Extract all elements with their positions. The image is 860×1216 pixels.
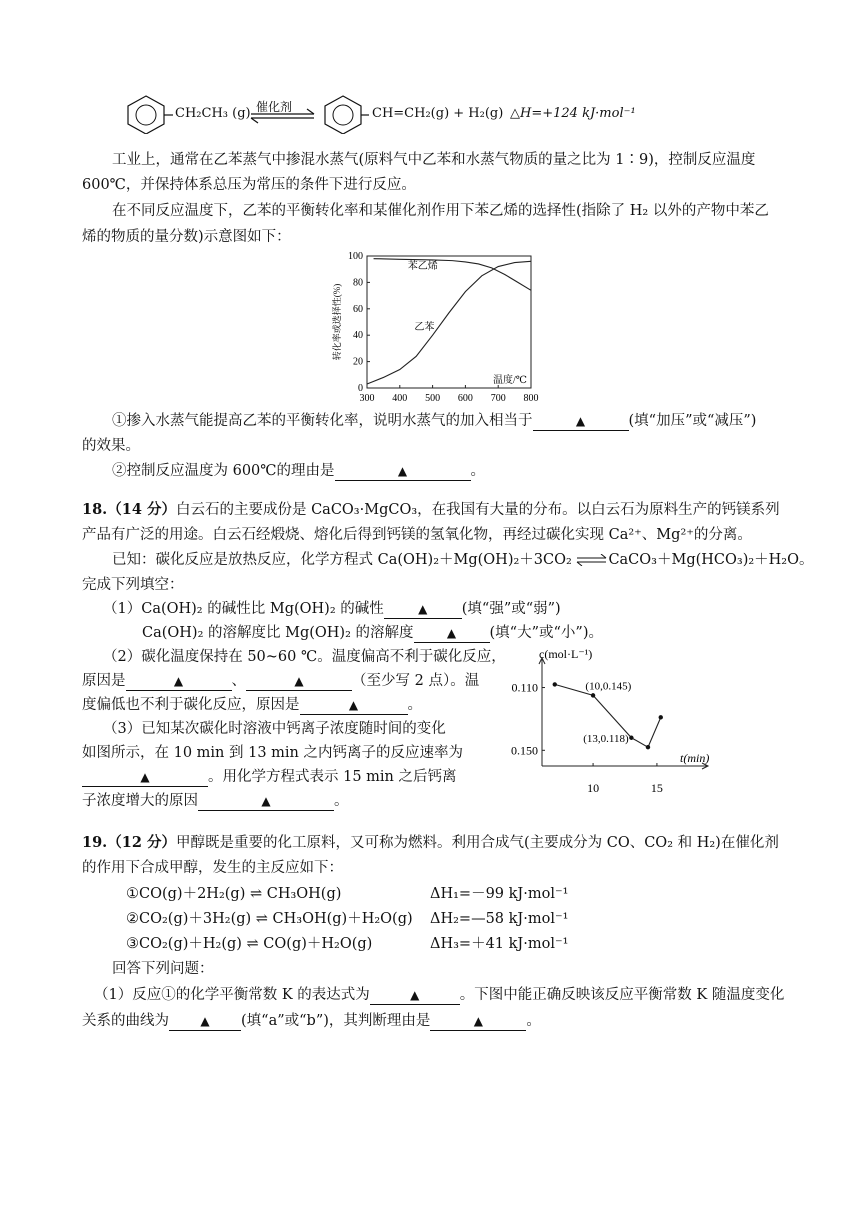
- series-label-styrene: 苯乙烯: [407, 261, 438, 273]
- answer-blank[interactable]: [430, 1012, 526, 1031]
- q18-known-left: 已知：碳化反应是放热反应，化学方程式 Ca(OH)₂＋Mg(OH)₂＋3CO₂: [112, 552, 572, 568]
- q18-known-right: CaCO₃＋Mg(HCO₃)₂＋H₂O。: [608, 552, 814, 568]
- blank-mark: ▲: [410, 988, 420, 1002]
- q18-p2-hint: （至少写 2 点）。温: [352, 673, 480, 689]
- x-axis-label: 温度/℃: [493, 375, 527, 386]
- blank-mark: ▲: [173, 674, 184, 688]
- q17-item2-text: ②控制反应温度为 600℃的理由是: [112, 463, 335, 479]
- blank-mark: ▲: [261, 794, 271, 808]
- answer-blank[interactable]: [169, 1012, 241, 1031]
- q19-p1-line2-hint: (填“a”或“b”)，其判断理由是: [241, 1013, 431, 1029]
- q18-known: [112, 547, 814, 573]
- q17-para1-line2: 600℃，并保持体系总压为常压的条件下进行反应。: [82, 177, 416, 193]
- x-tick-label: 10: [587, 781, 600, 795]
- q17-item1: [112, 408, 756, 434]
- q19-score: （12 分）: [107, 834, 176, 851]
- q19-intro-line2: 的作用下合成甲醇，发生的主反应如下：: [82, 860, 343, 876]
- conversion-selectivity-chart: [326, 250, 546, 410]
- calcium-concentration-chart: [498, 648, 718, 806]
- x-tick-label: 600: [457, 393, 473, 404]
- reaction-3-dh: ΔH₃=＋41 kJ·mol⁻¹: [430, 936, 569, 952]
- q18-p3-line3: [82, 764, 457, 790]
- q18-p2-text: 原因是: [82, 673, 126, 689]
- data-point: [629, 736, 633, 740]
- q17-item1-text: ①掺入水蒸气能提高乙苯的平衡转化率，说明水蒸气的加入相当于: [112, 413, 533, 429]
- q17-item2-end: 。: [470, 463, 486, 479]
- blank-mark: ▲: [397, 464, 408, 478]
- q18-p2-line2: [82, 668, 479, 694]
- right-species: CH=CH₂(g) + H₂(g): [372, 106, 504, 121]
- blank-mark: ▲: [575, 414, 586, 428]
- q18-p2-line3: [82, 692, 422, 718]
- series-line-styrene: [374, 259, 531, 291]
- x-tick-label: 400: [392, 393, 408, 404]
- data-point: [591, 693, 595, 697]
- q17-para2-line1: 在不同反应温度下，乙苯的平衡转化率和某催化剂作用下苯乙烯的选择性(指除了 H₂ 以外的产物中苯乙: [112, 203, 769, 219]
- answer-blank[interactable]: [246, 672, 352, 691]
- benzene-ring-right: [325, 96, 361, 134]
- y-tick-label: 0.110: [511, 680, 538, 695]
- q19-p1-line2: [82, 1008, 541, 1034]
- y-axis-label: c(mol·L⁻¹): [539, 648, 593, 661]
- y-tick-label: 0.150: [511, 743, 538, 758]
- q18-number: 18.: [82, 501, 108, 518]
- reaction-1-dh: ΔH₁=－99 kJ·mol⁻¹: [430, 886, 569, 902]
- q18-intro-text: 白云石的主要成份是 CaCO₃·MgCO₃，在我国有大量的分布。以白云石为原料生产的钙镁系列: [175, 502, 780, 518]
- answer-blank[interactable]: [300, 696, 408, 715]
- equilibrium-arrow-icon: [576, 554, 608, 566]
- data-label: (13,0.118): [583, 732, 629, 745]
- q18-p1a-text: （1）Ca(OH)₂ 的碱性比 Mg(OH)₂ 的碱性: [103, 601, 384, 617]
- answer-blank[interactable]: [414, 624, 490, 643]
- reaction-2-dh: ΔH₂=—58 kJ·mol⁻¹: [430, 911, 569, 927]
- data-point: [659, 715, 663, 719]
- q18-score: （14 分）: [107, 501, 176, 518]
- q18-p2-line1: （2）碳化温度保持在 50~60 ℃。温度偏高不利于碳化反应，: [103, 649, 506, 665]
- enthalpy-change: △H=+124 kJ·mol⁻¹: [510, 106, 636, 121]
- blank-mark: ▲: [348, 698, 359, 712]
- y-tick-label: 40: [353, 330, 363, 342]
- y-tick-label: 0: [358, 383, 363, 394]
- q18-complete: 完成下列填空：: [82, 577, 184, 593]
- benzene-ring-left: [128, 96, 164, 134]
- blank-mark: ▲: [473, 1014, 484, 1028]
- catalyst-label: 催化剂: [256, 100, 293, 114]
- y-tick-label: 100: [348, 251, 363, 262]
- y-tick-label: 60: [353, 303, 363, 315]
- q17-para1-line1: 工业上，通常在乙苯蒸气中掺混水蒸气(原料气中乙苯和水蒸气物质的量之比为 1∶9)，控制反应温度: [112, 152, 756, 168]
- answer-blank[interactable]: [335, 462, 471, 481]
- q18-p3-line2: 如图所示，在 10 min 到 13 min 之内钙离子的反应速率为: [82, 745, 464, 761]
- x-tick-label: 800: [523, 393, 539, 404]
- q18-p3-line4-end: 。: [334, 793, 349, 809]
- answer-blank[interactable]: [198, 792, 334, 811]
- q18-p3-line4-text: 子浓度增大的原因: [82, 793, 198, 809]
- q18-p1b: [142, 620, 603, 646]
- blank-mark: ▲: [418, 602, 428, 616]
- q19-number: 19.: [82, 834, 108, 851]
- q18-p3-line1: （3）已知某次碳化时溶液中钙离子浓度随时间的变化: [103, 721, 446, 737]
- q18-p3-line3-text: 。用化学方程式表示 15 min 之后钙离: [208, 769, 457, 785]
- q19-p1-text: （1）反应①的化学平衡常数 K 的表达式为: [94, 987, 370, 1003]
- q17-item2: [112, 458, 485, 484]
- q17-item1-hint: (填“加压”或“减压”): [628, 413, 757, 429]
- q19-p1-text2: 。下图中能正确反映该反应平衡常数 K 随温度变化: [459, 987, 785, 1003]
- series-label-ethylbenzene: 乙苯: [414, 321, 435, 333]
- q18-intro-line1: [82, 497, 780, 523]
- q18-p2-line3-text: 度偏低也不利于碳化反应，原因是: [82, 697, 300, 713]
- y-tick-label: 80: [353, 277, 363, 289]
- y-tick-label: 20: [353, 356, 363, 368]
- q18-p1b-hint: (填“大”或“小”)。: [489, 625, 603, 641]
- reaction-1: ①CO(g)＋2H₂(g) ⇌ CH₃OH(g): [126, 886, 342, 902]
- benzene-inner-left: [136, 105, 156, 125]
- q17-para2-line2: 烯的物质的量分数)示意图如下：: [82, 229, 291, 245]
- q19-answer: 回答下列问题：: [112, 961, 214, 977]
- data-label: (10,0.145): [585, 680, 632, 693]
- q18-p2-sep: 、: [231, 673, 246, 689]
- q18-p3-line4: [82, 788, 349, 814]
- data-point: [646, 745, 650, 749]
- reaction-2: ②CO₂(g)＋3H₂(g) ⇌ CH₃OH(g)＋H₂O(g): [126, 911, 413, 927]
- q18-p2-line3-end: 。: [407, 697, 422, 713]
- y-axis-label: 转化率或选择性(%): [332, 283, 342, 361]
- q18-p1b-text: Ca(OH)₂ 的溶解度比 Mg(OH)₂ 的溶解度: [142, 625, 414, 641]
- answer-blank[interactable]: [82, 768, 208, 787]
- blank-mark: ▲: [294, 674, 304, 688]
- blank-mark: ▲: [446, 626, 457, 640]
- q18-p1a: [103, 596, 561, 622]
- answer-blank[interactable]: [384, 600, 462, 619]
- q19-intro-text: 甲醇既是重要的化工原料，又可称为燃料。利用合成气(主要成分为 CO、CO₂ 和 H₂)在催化剂: [175, 835, 779, 851]
- x-tick-label: 700: [490, 393, 506, 404]
- x-axis-label: t(min): [680, 751, 710, 765]
- q19-intro-line1: [82, 830, 779, 856]
- blank-mark: ▲: [140, 770, 150, 784]
- x-tick-label: 500: [425, 393, 441, 404]
- q18-intro-line2: 产品有广泛的用途。白云石经煅烧、熔化后得到钙镁的氢氧化物，再经过碳化实现 Ca²⁺、Mg²⁺的分离。: [82, 527, 752, 543]
- x-tick-label: 15: [650, 781, 663, 795]
- answer-blank[interactable]: [126, 672, 232, 691]
- q19-p1-line2-text: 关系的曲线为: [82, 1013, 169, 1029]
- q19-p1-line1: [94, 982, 784, 1008]
- x-tick-label: 300: [359, 393, 375, 404]
- reaction-3: ③CO₂(g)＋H₂(g) ⇌ CO(g)＋H₂O(g): [126, 936, 373, 952]
- q19-p1-line2-end: 。: [526, 1013, 541, 1029]
- data-point: [553, 682, 557, 686]
- q17-item1-line2: 的效果。: [82, 438, 140, 454]
- blank-mark: ▲: [200, 1014, 210, 1028]
- left-species: CH₂CH₃ (g): [175, 106, 251, 121]
- benzene-inner-right: [333, 105, 353, 125]
- answer-blank[interactable]: [533, 412, 629, 431]
- series-line-ethylbenzene: [367, 261, 531, 384]
- q18-p1a-hint: (填“强”或“弱”): [461, 601, 561, 617]
- answer-blank[interactable]: [370, 986, 460, 1005]
